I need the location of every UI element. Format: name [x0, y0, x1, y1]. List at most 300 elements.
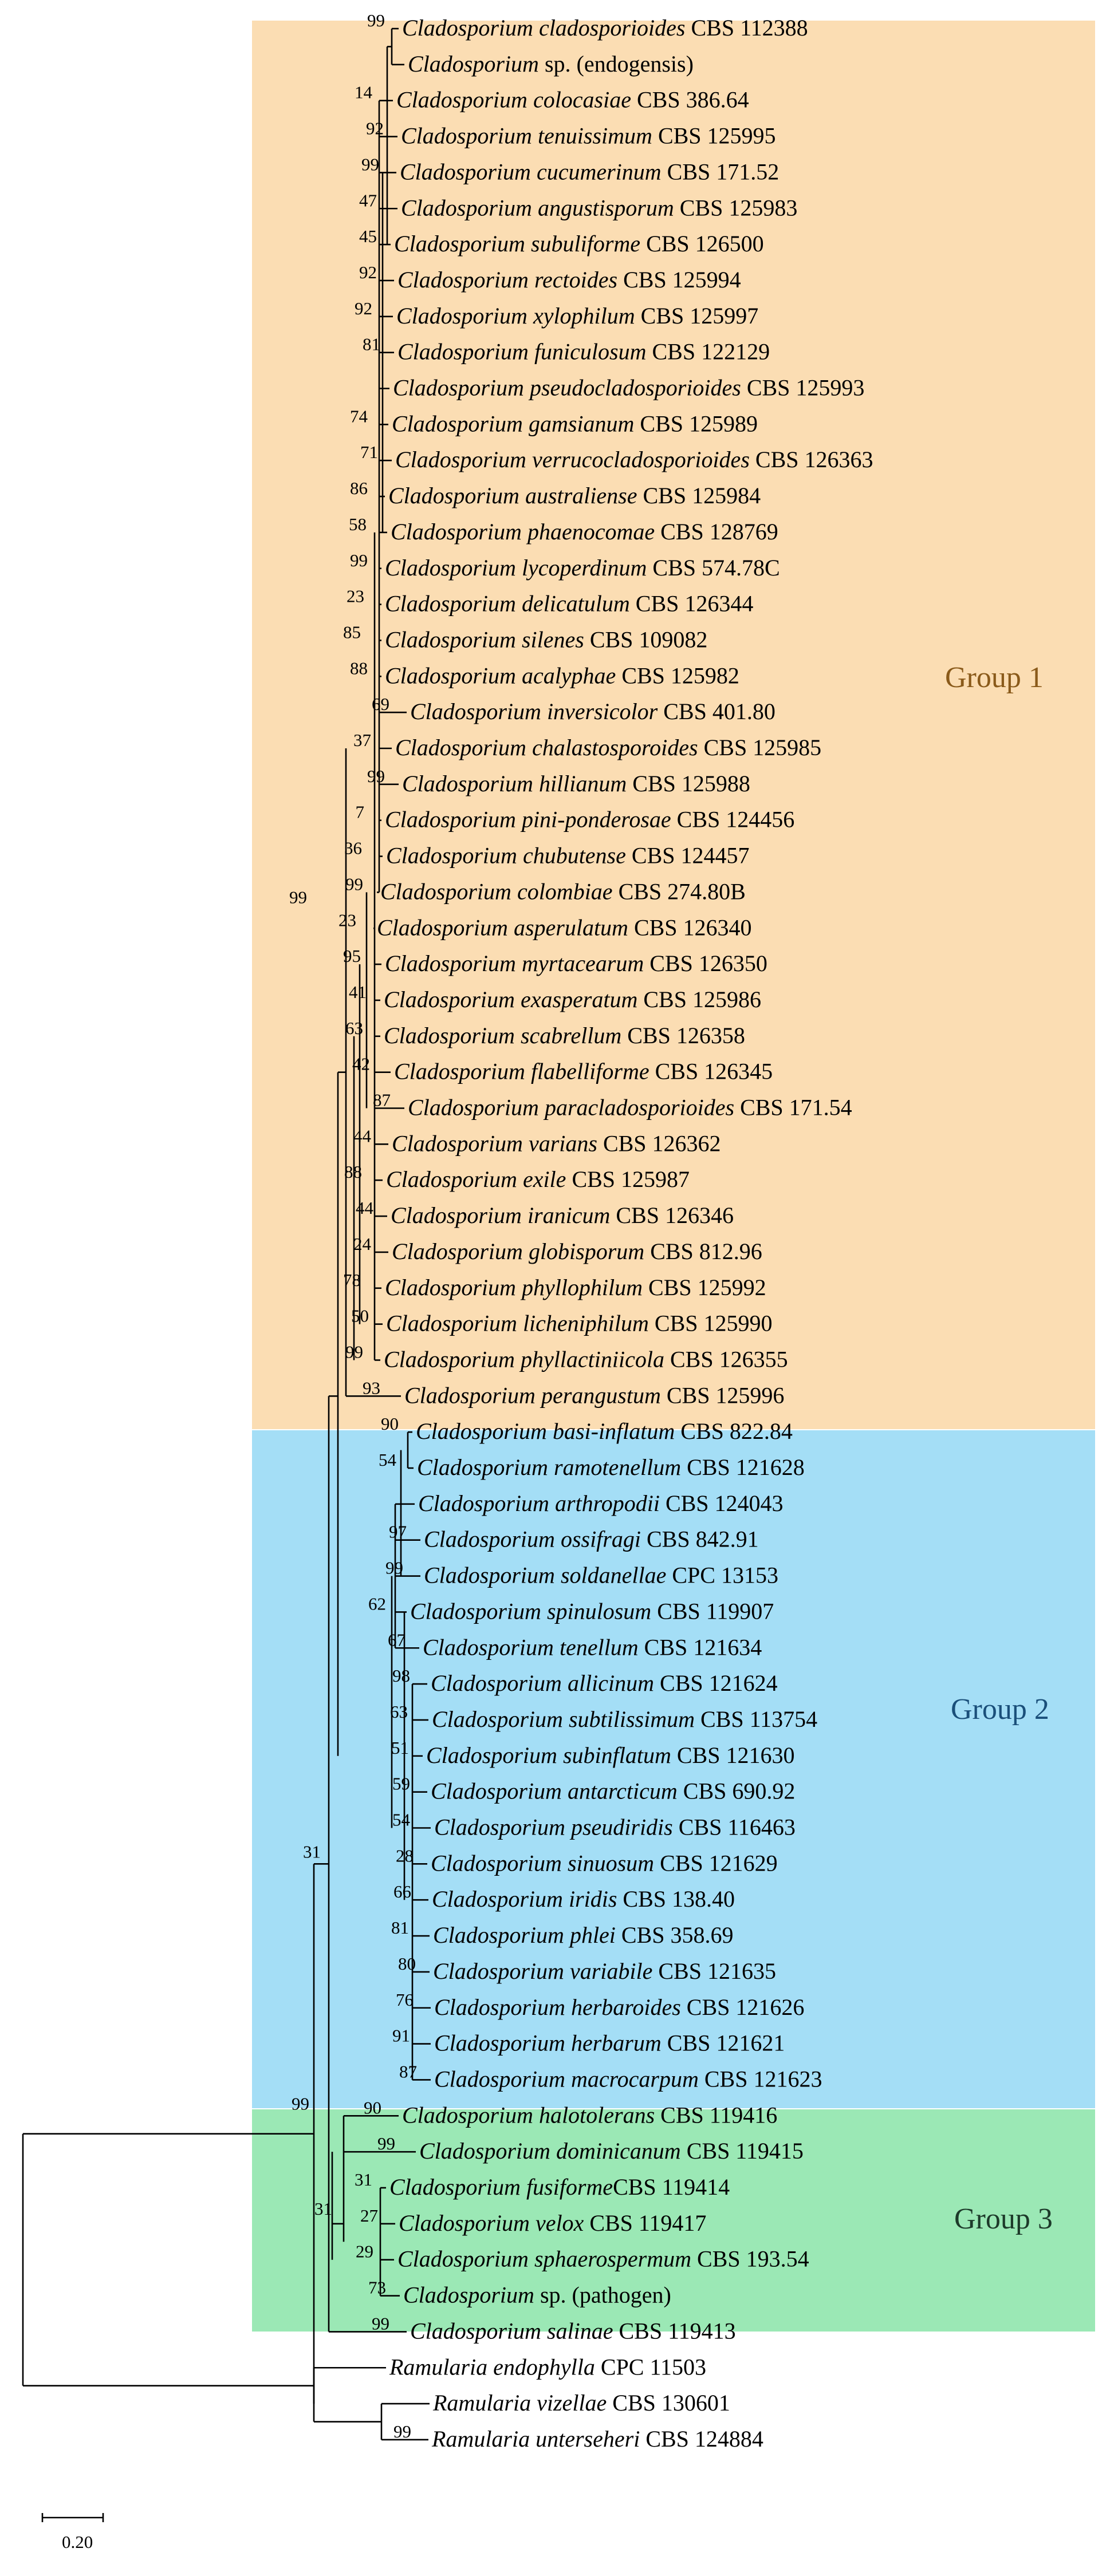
bootstrap-value: 58 [349, 514, 367, 534]
taxon-label [384, 987, 761, 1012]
taxon-epithet: phyllophilum [515, 1274, 643, 1300]
taxon-label [400, 159, 779, 184]
taxon-epithet: macrocarpum [565, 2066, 699, 2092]
taxon-label [418, 1490, 784, 1516]
bootstrap-value: 81 [363, 334, 380, 354]
taxon-genus: Cladosporium [397, 2246, 529, 2272]
taxon-strain-code: CBS 842.91 [640, 1526, 759, 1552]
bootstrap-value: 99 [393, 2421, 411, 2441]
taxon-label [389, 2354, 706, 2380]
taxon-genus: Cladosporium [384, 1346, 515, 1372]
taxon-label [395, 735, 821, 760]
taxon-label [385, 662, 739, 688]
bootstrap-value: 50 [351, 1305, 369, 1326]
taxon-strain-code: CBS 121626 [680, 1994, 805, 2020]
taxon-label [392, 1130, 721, 1156]
taxon-strain-code: CBS 121634 [638, 1634, 762, 1660]
taxon-strain-code: CBS 125983 [674, 195, 798, 221]
bootstrap-value: 92 [359, 262, 377, 282]
taxon-strain-code: sp. (pathogen) [534, 2282, 671, 2308]
bootstrap-value: 54 [379, 1450, 396, 1470]
taxon-label [423, 1634, 762, 1660]
taxon-epithet: flabelliforme [525, 1058, 649, 1084]
taxon-genus: Cladosporium [397, 338, 529, 365]
taxon-epithet: phaenocomae [521, 518, 655, 545]
taxon-strain-code: CBS 125994 [617, 266, 741, 293]
taxon-label [380, 878, 746, 904]
taxon-strain-code: CBS 125985 [698, 735, 822, 760]
taxon-label [385, 555, 780, 581]
bootstrap-value: 80 [398, 1953, 416, 1974]
taxon-strain-code: CBS 121623 [698, 2066, 822, 2092]
taxon-label [434, 1814, 796, 1840]
bootstrap-value: 93 [363, 1378, 380, 1398]
taxon-epithet: pseudocladosporioides [523, 374, 741, 401]
bootstrap-value: 99 [367, 10, 385, 30]
taxon-genus: Cladosporium [408, 50, 539, 77]
taxon-genus: Cladosporium [401, 123, 532, 149]
bootstrap-value: 63 [390, 1701, 408, 1722]
bootstrap-value: 99 [372, 2313, 389, 2334]
taxon-strain-code: CBS 822.84 [675, 1418, 793, 1445]
taxon-label [395, 447, 873, 472]
taxon-label [384, 1023, 745, 1048]
taxon-label [384, 1346, 788, 1372]
bootstrap-value: 24 [353, 1233, 371, 1254]
taxon-epithet: chalastosporoides [526, 735, 698, 760]
taxon-strain-code: CBS 126345 [649, 1058, 773, 1084]
taxon-strain-code: CBS 812.96 [644, 1238, 762, 1264]
taxon-epithet: herbaroides [565, 1994, 681, 2020]
taxon-genus: Cladosporium [434, 1994, 565, 2020]
taxon-epithet: paracladosporioides [538, 1094, 735, 1121]
taxon-genus: Cladosporium [431, 1778, 562, 1804]
taxon-genus: Cladosporium [385, 1274, 516, 1300]
bootstrap-value: 71 [360, 442, 378, 463]
taxon-genus: Cladosporium [432, 1886, 563, 1912]
taxon-label [432, 2390, 730, 2416]
taxon-genus: Cladosporium [431, 1850, 562, 1876]
taxon-epithet: delicatulum [515, 590, 630, 617]
bootstrap-value: 90 [364, 2097, 381, 2118]
taxon-strain-code: CBS 126344 [629, 590, 754, 617]
taxon-strain-code: CBS 128769 [655, 518, 778, 545]
taxon-genus: Cladosporium [401, 195, 532, 221]
taxon-genus: Cladosporium [384, 1022, 515, 1048]
taxon-strain-code: CBS 119414 [613, 2174, 730, 2200]
bootstrap-value: 87 [373, 1090, 391, 1110]
bootstrap-value: 67 [388, 1630, 406, 1650]
taxon-genus: Cladosporium [399, 2210, 530, 2236]
taxon-label [385, 591, 753, 617]
taxon-strain-code: CBS 124457 [625, 842, 750, 869]
taxon-genus: Cladosporium [386, 1310, 517, 1336]
taxon-epithet: herbarum [565, 2030, 662, 2056]
taxon-genus: Cladosporium [386, 1166, 517, 1193]
taxon-genus: Cladosporium [402, 770, 533, 796]
taxon-genus: Cladosporium [426, 1742, 557, 1768]
bootstrap-value: 90 [381, 1414, 399, 1434]
taxon-strain-code: CBS 124884 [640, 2425, 763, 2452]
taxon-genus: Cladosporium [385, 662, 516, 689]
taxon-strain-code: CBS 125988 [627, 770, 750, 796]
taxon-genus: Cladosporium [394, 1058, 525, 1084]
bootstrap-value: 85 [343, 622, 361, 642]
taxon-genus: Cladosporium [392, 1238, 523, 1264]
taxon-strain-code: CBS 126355 [664, 1346, 788, 1372]
taxon-label [403, 2282, 671, 2308]
bootstrap-value: 62 [368, 1593, 386, 1614]
taxon-genus: Cladosporium [432, 1706, 563, 1732]
taxon-genus: Cladosporium [392, 1130, 523, 1157]
taxon-label [391, 1202, 734, 1228]
taxon-label [386, 1166, 690, 1192]
taxon-genus: Cladosporium [384, 986, 515, 1012]
taxon-epithet: lycoperdinum [515, 554, 647, 581]
taxon-strain-code: CBS 125987 [566, 1166, 690, 1193]
taxon-strain-code: CBS 126363 [749, 447, 873, 473]
bootstrap-value: 99 [361, 154, 379, 175]
taxon-epithet: asperulatum [507, 914, 628, 941]
group-label-3: Group 3 [954, 2203, 1053, 2235]
taxon-label [417, 1454, 805, 1480]
taxon-label [397, 267, 741, 293]
taxon-label [402, 771, 750, 796]
taxon-strain-code: CBS 125992 [643, 1274, 766, 1300]
bootstrap-value: 31 [355, 2169, 372, 2190]
taxon-label [385, 626, 707, 652]
bootstrap-value: 99 [289, 887, 307, 908]
taxon-label [394, 1059, 773, 1084]
taxon-strain-code: CBS 124456 [671, 806, 795, 833]
taxon-genus: Ramularia [432, 2425, 530, 2452]
taxon-genus: Cladosporium [386, 842, 517, 869]
taxon-epithet: iranicum [521, 1202, 611, 1229]
taxon-epithet: cucumerinum [530, 159, 662, 185]
taxon-genus: Cladosporium [385, 950, 516, 977]
taxon-label [404, 1382, 784, 1408]
taxon-epithet: vizellae [531, 2390, 607, 2416]
bootstrap-value: 31 [303, 1841, 321, 1862]
bootstrap-value: 63 [345, 1017, 363, 1038]
taxon-epithet: exasperatum [514, 986, 638, 1012]
taxon-epithet: cladosporioides [533, 15, 686, 41]
taxon-strain-code: CBS 126340 [628, 914, 752, 941]
bootstrap-value: 99 [292, 2093, 309, 2114]
taxon-label [399, 2210, 706, 2236]
taxon-strain-code: CBS 119416 [655, 2102, 778, 2128]
taxon-epithet: subuliforme [525, 231, 641, 257]
taxon-label [432, 1706, 817, 1732]
bootstrap-value: 45 [359, 226, 377, 247]
taxon-epithet: tenuissimum [532, 123, 652, 149]
taxon-strain-code: CBS 119415 [680, 2138, 804, 2164]
taxon-genus: Cladosporium [418, 1490, 549, 1516]
taxon-genus: Cladosporium [423, 1634, 554, 1660]
taxon-label [396, 303, 758, 329]
taxon-genus: Cladosporium [424, 1526, 555, 1552]
taxon-label [408, 51, 694, 77]
taxon-epithet: gamsianum [522, 411, 635, 437]
taxon-genus: Cladosporium [434, 1814, 565, 1840]
taxon-strain-code: CPC 13153 [666, 1562, 778, 1588]
bootstrap-value: 23 [347, 586, 364, 606]
bootstrap-value: 81 [391, 1918, 409, 1938]
taxon-epithet: phlei [564, 1922, 616, 1948]
taxon-label [401, 195, 797, 220]
taxon-strain-code: CBS 119413 [613, 2318, 736, 2344]
taxon-genus: Cladosporium [396, 302, 527, 329]
taxon-genus: Cladosporium [385, 626, 516, 653]
taxon-epithet: exile [517, 1166, 566, 1193]
taxon-label [396, 87, 749, 113]
bootstrap-value: 36 [344, 838, 362, 858]
taxon-label [377, 914, 752, 940]
bootstrap-value: 14 [355, 82, 372, 102]
taxon-label [392, 1238, 762, 1264]
taxon-epithet: spinulosum [541, 1598, 652, 1624]
group-label-2: Group 2 [951, 1693, 1049, 1726]
group-label-1: Group 1 [945, 661, 1044, 694]
taxon-genus: Cladosporium [410, 1598, 541, 1624]
bootstrap-value: 74 [350, 406, 368, 427]
taxon-strain-code: CBS 126500 [640, 231, 764, 257]
taxon-genus: Cladosporium [417, 1454, 548, 1480]
taxon-label [397, 2246, 809, 2272]
taxon-label [386, 843, 750, 869]
taxon-label [434, 2030, 785, 2056]
scale-bar-label: 0.20 [62, 2532, 93, 2552]
taxon-label [433, 1958, 776, 1984]
taxon-strain-code: CBS 112388 [685, 15, 808, 41]
bootstrap-value: 99 [345, 1342, 363, 1362]
taxon-strain-code: CBS 119907 [651, 1598, 774, 1624]
taxon-genus: Cladosporium [404, 1382, 536, 1409]
taxon-strain-code: CBS 125996 [660, 1382, 785, 1409]
taxon-epithet: chubutense [517, 842, 626, 869]
bootstrap-value: 88 [350, 658, 368, 678]
bootstrap-value: 31 [314, 2198, 332, 2219]
taxon-genus: Cladosporium [397, 266, 529, 293]
taxon-epithet: pseudiridis [565, 1814, 673, 1840]
taxon-label [419, 2138, 804, 2164]
taxon-label [397, 339, 770, 365]
taxon-strain-code: CBS 386.64 [631, 86, 749, 113]
taxon-epithet: subtilissimum [562, 1706, 695, 1732]
taxon-genus: Cladosporium [433, 1958, 564, 1984]
taxon-label [410, 2318, 736, 2344]
taxon-strain-code: CBS 121624 [654, 1670, 778, 1697]
bootstrap-value: 42 [352, 1054, 370, 1074]
taxon-strain-code: CBS 125986 [637, 986, 761, 1012]
bootstrap-value: 91 [392, 2025, 410, 2046]
taxon-strain-code: CBS 138.40 [617, 1886, 735, 1912]
taxon-genus: Cladosporium [403, 2282, 534, 2308]
taxon-genus: Cladosporium [396, 86, 527, 113]
taxon-label [410, 699, 775, 724]
taxon-genus: Cladosporium [424, 1562, 555, 1588]
taxon-label [426, 1742, 794, 1768]
taxon-genus: Cladosporium [408, 1094, 539, 1121]
bootstrap-value: 66 [393, 1881, 411, 1902]
taxon-genus: Cladosporium [434, 2030, 565, 2056]
bootstrap-value: 99 [345, 874, 363, 894]
taxon-epithet: allicinum [561, 1670, 655, 1697]
taxon-label [434, 1994, 804, 2020]
taxon-epithet: silenes [515, 626, 584, 653]
taxon-label [431, 1850, 778, 1876]
taxon-label [394, 231, 764, 257]
taxon-strain-code: CBS 126346 [610, 1202, 734, 1229]
taxon-genus: Cladosporium [431, 1670, 562, 1697]
taxon-epithet: unterseheri [530, 2425, 640, 2452]
taxon-genus: Cladosporium [416, 1418, 547, 1445]
taxon-strain-code: CBS 121621 [661, 2030, 785, 2056]
taxon-epithet: soldanellae [554, 1562, 667, 1588]
taxon-strain-code: CBS 119417 [584, 2210, 707, 2236]
taxon-strain-code: CBS 125993 [741, 374, 865, 401]
bootstrap-value: 47 [359, 190, 377, 211]
taxon-genus: Cladosporium [391, 518, 522, 545]
taxon-label [385, 950, 767, 976]
taxon-strain-code: CBS 274.80B [612, 878, 746, 905]
taxon-epithet: pini-ponderosae [515, 806, 671, 833]
bootstrap-value: 29 [356, 2241, 373, 2262]
taxon-strain-code: CBS 124043 [659, 1490, 784, 1516]
bootstrap-value: 99 [377, 2133, 395, 2154]
taxon-genus: Cladosporium [395, 735, 526, 760]
taxon-strain-code: CBS 121630 [671, 1742, 795, 1768]
taxon-genus: Cladosporium [402, 15, 533, 41]
bootstrap-value: 28 [396, 1845, 414, 1866]
taxon-epithet: dominicanum [550, 2138, 681, 2164]
taxon-epithet: sinuosum [561, 1850, 655, 1876]
taxon-genus: Cladosporium [385, 554, 516, 581]
bootstrap-value: 78 [343, 1269, 361, 1290]
bootstrap-value: 54 [392, 1809, 410, 1830]
bootstrap-value: 99 [367, 766, 385, 786]
taxon-epithet: inversicolor [541, 699, 658, 725]
taxon-epithet: acalyphae [515, 662, 616, 689]
taxon-genus: Cladosporium [410, 699, 541, 725]
taxon-strain-code: CBS 126358 [621, 1022, 745, 1048]
taxon-epithet: licheniphilum [517, 1310, 649, 1336]
taxon-strain-code: CBS 109082 [584, 626, 708, 653]
taxon-strain-code: CBS 125997 [635, 302, 759, 329]
taxon-epithet: salinae [541, 2318, 613, 2344]
taxon-epithet: basi-inflatum [546, 1418, 675, 1445]
taxon-genus: Cladosporium [419, 2138, 550, 2164]
taxon-label [424, 1526, 759, 1552]
taxon-epithet: variabile [564, 1958, 653, 1984]
bootstrap-value: 23 [338, 910, 356, 930]
taxon-epithet: funiculosum [528, 338, 647, 365]
taxon-label [431, 1778, 795, 1804]
taxon-label [386, 1311, 773, 1336]
taxon-epithet: perangustum [535, 1382, 661, 1409]
bootstrap-value: 97 [389, 1521, 407, 1542]
taxon-epithet: ossifragi [554, 1526, 641, 1552]
taxon-genus: Cladosporium [394, 231, 525, 257]
taxon-label [393, 375, 864, 401]
taxon-genus: Cladosporium [388, 483, 519, 509]
bootstrap-value: 86 [350, 478, 368, 499]
taxon-epithet: antarcticum [561, 1778, 678, 1804]
taxon-label [434, 2066, 822, 2092]
taxon-strain-code: CBS 130601 [607, 2390, 730, 2416]
taxon-genus: Cladosporium [389, 2174, 521, 2200]
taxon-strain-code: CBS 121628 [681, 1454, 805, 1480]
taxon-epithet: colombiae [511, 878, 613, 905]
taxon-epithet: sphaerospermum [528, 2246, 691, 2272]
taxon-label [402, 2102, 777, 2128]
taxon-label [431, 2426, 763, 2452]
taxon-strain-code: CBS 121629 [654, 1850, 778, 1876]
taxon-genus: Cladosporium [410, 2318, 541, 2344]
taxon-genus: Cladosporium [385, 590, 516, 617]
taxon-epithet: myrtacearum [515, 950, 644, 977]
bootstrap-value: 69 [372, 694, 389, 715]
taxon-label [432, 1886, 735, 1912]
taxon-strain-code: CBS 126350 [644, 950, 767, 977]
taxon-strain-code: CBS 125982 [616, 662, 739, 689]
taxon-label [416, 1418, 793, 1444]
taxon-epithet: subinflatum [557, 1742, 671, 1768]
taxon-epithet: ramotenellum [548, 1454, 682, 1480]
taxon-strain-code: CBS 125995 [652, 123, 776, 149]
taxon-epithet: velox [529, 2210, 584, 2236]
bootstrap-value: 37 [353, 730, 371, 750]
taxon-label [389, 2174, 730, 2200]
taxon-genus: Cladosporium [400, 159, 531, 185]
taxon-strain-code: CBS 121635 [652, 1958, 776, 1984]
taxon-epithet: varians [522, 1130, 597, 1157]
bootstrap-value: 87 [399, 2061, 417, 2082]
taxon-genus: Cladosporium [393, 374, 524, 401]
taxon-label [401, 123, 776, 149]
taxon-strain-code: CBS 122129 [646, 338, 770, 365]
taxon-strain-code: CBS 358.69 [615, 1922, 734, 1948]
taxon-strain-code: CBS 690.92 [677, 1778, 796, 1804]
taxon-label [408, 1095, 852, 1121]
bootstrap-value: 7 [355, 802, 364, 822]
taxon-epithet: endophylla [487, 2354, 595, 2380]
bootstrap-value: 51 [391, 1737, 409, 1758]
taxon-label [388, 483, 761, 508]
taxon-strain-code: CBS 171.54 [734, 1094, 852, 1121]
taxon-epithet: phyllactiniicola [514, 1346, 664, 1372]
taxon-epithet: rectoides [528, 266, 618, 293]
taxon-strain-code: CBS 193.54 [691, 2246, 809, 2272]
taxon-genus: Cladosporium [433, 1922, 564, 1948]
taxon-label [392, 411, 758, 436]
taxon-epithet: iridis [562, 1886, 617, 1912]
taxon-label [433, 1922, 734, 1948]
taxon-strain-code: CBS 574.78C [647, 554, 780, 581]
taxon-epithet: colocasiae [527, 86, 631, 113]
taxon-epithet: arthropodii [549, 1490, 660, 1516]
taxon-strain-code: sp. (endogensis) [538, 50, 694, 77]
taxon-strain-code: CBS 116463 [672, 1814, 796, 1840]
taxon-genus: Ramularia [389, 2354, 488, 2380]
taxon-label [402, 15, 808, 41]
bootstrap-value: 98 [392, 1666, 410, 1686]
taxon-strain-code: CBS 113754 [694, 1706, 818, 1732]
taxon-epithet: scabrellum [514, 1022, 622, 1048]
taxon-epithet: angustisporum [532, 195, 674, 221]
taxon-epithet: globisporum [522, 1238, 645, 1264]
bootstrap-value: 59 [392, 1773, 410, 1794]
